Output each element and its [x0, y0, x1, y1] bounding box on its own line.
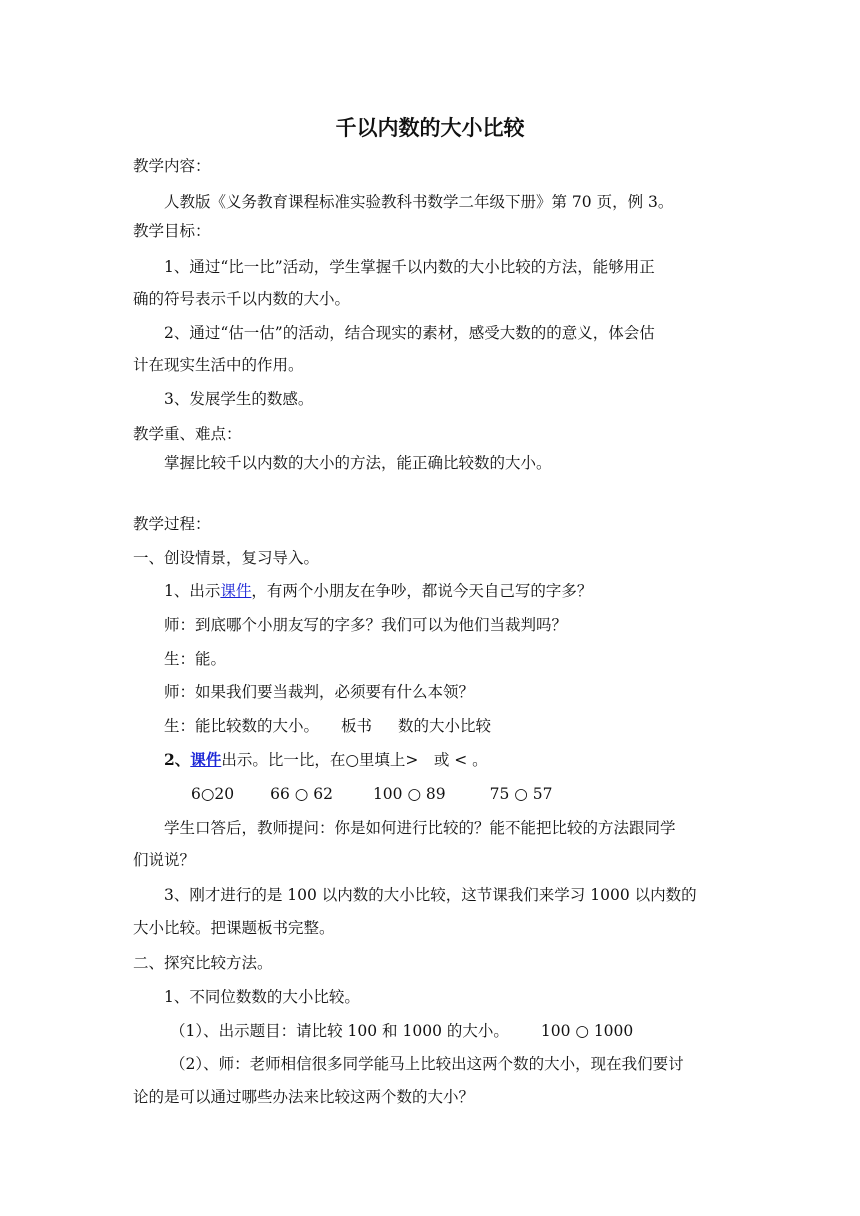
section-2-item-1: 1、不同位数数的大小比较。 — [164, 988, 360, 1006]
goal-1-line-2: 确的符号表示千以内数的大小。 — [133, 290, 351, 308]
after-answer-line-1: 学生口答后，教师提问：你是如何进行比较的？能不能把比较的方法跟同学 — [164, 819, 676, 837]
item-2-number: 2、 — [164, 750, 191, 769]
question-1-expression: 100 ○ 1000 — [540, 1022, 634, 1040]
section-1-item-2 — [164, 750, 488, 770]
item-1-suffix: ，有两个小朋友在争吵，都说今天自己写的字多？ — [251, 582, 593, 600]
courseware-link-1[interactable]: 课件 — [220, 582, 252, 600]
section-2-heading: 二、探究比较方法。 — [133, 954, 273, 972]
board-label: 板书 — [341, 717, 373, 735]
section-2-question-1 — [170, 1021, 633, 1041]
goals-label: 教学目标： — [133, 222, 211, 240]
section-2-question-2-line-1: （2）、师：老师相信很多同学能马上比较出这两个数的大小，现在我们要讨 — [170, 1055, 684, 1073]
compare-4: 75 ○ 57 — [489, 785, 553, 803]
courseware-link-2[interactable]: 课件 — [190, 750, 222, 769]
content-label: 教学内容： — [133, 157, 211, 175]
goal-3: 3、发展学生的数感。 — [164, 390, 314, 408]
board-text: 数的大小比较 — [398, 717, 492, 735]
section-2-question-2-line-2: 论的是可以通过哪些办法来比较这两个数的大小？ — [133, 1088, 475, 1106]
section-1-item-1 — [164, 581, 592, 601]
goal-2-line-1: 2、通过“估一估”的活动，结合现实的素材，感受大数的的意义，体会估 — [164, 324, 655, 342]
compare-2: 66 ○ 62 — [270, 785, 333, 803]
section-1-heading: 一、创设情景，复习导入。 — [133, 549, 320, 567]
section-1-item-3-line-2: 大小比较。把课题板书完整。 — [133, 919, 335, 937]
item-1-prefix: 1、出示 — [164, 582, 221, 600]
content-text: 人教版《义务教育课程标准实验教科书数学二年级下册》第 70 页，例 3。 — [164, 193, 674, 211]
process-label: 教学过程： — [133, 515, 211, 533]
key-points-text: 掌握比较千以内数的大小的方法，能正确比较数的大小。 — [164, 454, 552, 472]
question-1-text: （1）、出示题目：请比较 100 和 1000 的大小。 — [170, 1022, 509, 1040]
goal-2-line-2: 计在现实生活中的作用。 — [133, 356, 304, 374]
student-line-1: 生：能。 — [164, 650, 227, 668]
goal-1-line-1: 1、通过“比一比”活动，学生掌握千以内数的大小比较的方法，能够用正 — [164, 258, 655, 276]
compare-3: 100 ○ 89 — [372, 785, 446, 803]
student-line-2 — [164, 716, 491, 736]
student-answer: 生：能比较数的大小。 — [164, 717, 320, 735]
section-1-item-3-line-1: 3、刚才进行的是 100 以内数的大小比较，这节课我们来学习 1000 以内数的 — [164, 886, 697, 904]
compare-1: 6○20 — [191, 785, 235, 803]
teacher-line-2: 师：如果我们要当裁判，必须要有什么本领？ — [164, 683, 475, 701]
teacher-line-1: 师：到底哪个小朋友写的字多？我们可以为他们当裁判吗？ — [164, 616, 568, 634]
compare-row — [191, 784, 552, 804]
item-2-text: 出示。比一比，在○里填上> 或 < 。 — [221, 751, 488, 769]
document-title: 千以内数的大小比较 — [335, 116, 525, 140]
key-points-label: 教学重、难点： — [133, 425, 242, 443]
after-answer-line-2: 们说说？ — [133, 851, 196, 869]
